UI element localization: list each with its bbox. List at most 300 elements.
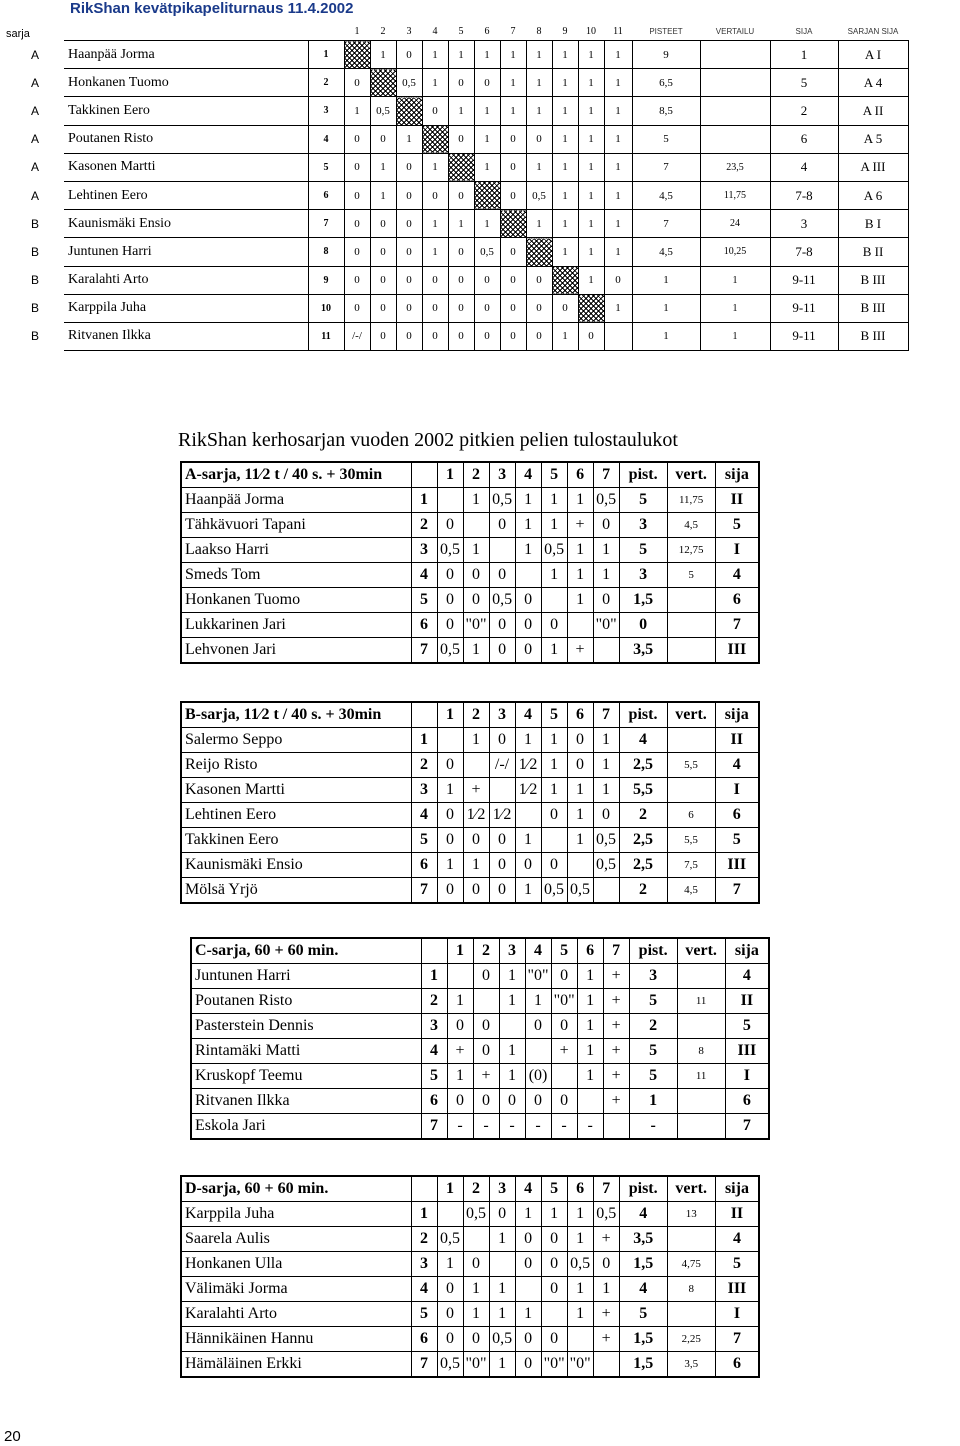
result-cell: 1 <box>567 1277 593 1302</box>
result-cell: 0 <box>541 613 567 638</box>
vertailu-cell: 1 <box>700 322 770 350</box>
vert-cell: 4,75 <box>667 1252 715 1277</box>
result-cell: 1 <box>578 41 604 69</box>
result-cell: 0 <box>463 1252 489 1277</box>
result-cell: 0 <box>370 210 396 238</box>
col-header: 1 <box>447 938 473 964</box>
player-name: Takkinen Eero <box>181 828 411 853</box>
result-cell: 1 <box>515 538 541 563</box>
player-number: 6 <box>411 613 437 638</box>
player-name: Karppila Juha <box>64 294 308 322</box>
round-header: 10 <box>586 25 596 37</box>
result-cell: + <box>593 1327 619 1352</box>
result-cell: 1 <box>604 294 632 322</box>
player-name: Honkanen Tuomo <box>181 588 411 613</box>
result-cell: 1 <box>552 125 578 153</box>
sarjan-sija-cell: A II <box>838 97 908 125</box>
result-cell: 1 <box>344 97 370 125</box>
col-header: 7 <box>593 462 619 488</box>
round-header: 7 <box>510 25 516 37</box>
result-cell: 0 <box>567 753 593 778</box>
result-cell <box>551 1064 577 1089</box>
sija-cell: 4 <box>715 1227 759 1252</box>
result-cell: 0 <box>489 878 515 904</box>
result-cell: + <box>603 1064 629 1089</box>
result-cell: 0 <box>437 1302 463 1327</box>
result-cell: 1 <box>448 210 474 238</box>
player-name: Lehtinen Eero <box>181 803 411 828</box>
result-cell: 0 <box>437 563 463 588</box>
player-name: Takkinen Eero <box>64 97 308 125</box>
result-cell: 0 <box>515 1327 541 1352</box>
pist-cell: 4 <box>619 1202 667 1227</box>
result-cell: 1 <box>526 69 552 97</box>
result-cell: 1 <box>567 778 593 803</box>
pist-cell: 5 <box>629 1064 677 1089</box>
result-cell: 0 <box>396 238 422 266</box>
result-cell: 0 <box>500 125 526 153</box>
player-name: Juntunen Harri <box>191 964 421 989</box>
sija-cell: 2 <box>770 97 838 125</box>
col-header: vert. <box>667 462 715 488</box>
result-cell: 1 <box>604 97 632 125</box>
result-cell: 0 <box>463 563 489 588</box>
result-cell: 1 <box>463 1277 489 1302</box>
series-table-a <box>180 461 760 664</box>
row-sarja: A <box>30 47 39 62</box>
result-cell: 0 <box>489 828 515 853</box>
result-cell: 1 <box>552 181 578 209</box>
result-cell: 1 <box>515 878 541 904</box>
sija-cell: 9-11 <box>770 294 838 322</box>
points-cell: 9 <box>632 41 700 69</box>
result-cell: 1 <box>499 989 525 1014</box>
sarjan-sija-cell: A 5 <box>838 125 908 153</box>
result-cell: 0 <box>370 266 396 294</box>
player-name: Poutanen Risto <box>191 989 421 1014</box>
result-cell: 1 <box>422 41 448 69</box>
col-header: 5 <box>541 1176 567 1202</box>
sarjan-sija-cell: A 4 <box>838 69 908 97</box>
result-cell: 0,5 <box>567 878 593 904</box>
result-cell: 0 <box>593 1252 619 1277</box>
result-cell: 0 <box>396 210 422 238</box>
result-cell: 1 <box>578 125 604 153</box>
result-cell: 0 <box>437 753 463 778</box>
table-row <box>181 1352 759 1378</box>
series-header: A-sarja, 11⁄2 t / 40 s. + 30min <box>181 462 411 488</box>
result-cell: 1 <box>447 1064 473 1089</box>
result-cell: 1 <box>604 238 632 266</box>
result-cell: 0 <box>370 294 396 322</box>
series-header: C-sarja, 60 + 60 min. <box>191 938 421 964</box>
sija-cell: 7-8 <box>770 181 838 209</box>
col-header: 4 <box>515 1176 541 1202</box>
sija-cell: 4 <box>770 153 838 181</box>
self-cell <box>344 41 370 69</box>
vert-cell: 5,5 <box>667 753 715 778</box>
result-cell: 1 <box>567 803 593 828</box>
result-cell: 1 <box>567 538 593 563</box>
result-cell: - <box>551 1114 577 1140</box>
player-number: 3 <box>411 538 437 563</box>
col-header: 4 <box>515 702 541 728</box>
col-header: 3 <box>499 938 525 964</box>
result-cell: 1 <box>370 153 396 181</box>
result-cell: 0 <box>593 588 619 613</box>
self-cell <box>370 69 396 97</box>
result-cell: 1 <box>552 69 578 97</box>
table-row <box>6 322 908 350</box>
result-cell: 0 <box>448 181 474 209</box>
points-cell: 1 <box>632 322 700 350</box>
points-cell: 5 <box>632 125 700 153</box>
result-cell <box>593 1352 619 1378</box>
table-row <box>6 125 908 153</box>
vert-cell <box>667 1227 715 1252</box>
result-cell: 1 <box>447 989 473 1014</box>
player-name: Pasterstein Dennis <box>191 1014 421 1039</box>
result-cell: 0 <box>515 613 541 638</box>
table-row <box>181 538 759 563</box>
result-cell <box>447 964 473 989</box>
self-cell <box>526 238 552 266</box>
pist-cell: 2,5 <box>619 853 667 878</box>
pist-cell: 2 <box>629 1014 677 1039</box>
result-cell: "0" <box>567 1352 593 1378</box>
player-number: 4 <box>411 563 437 588</box>
pist-cell: 3 <box>629 964 677 989</box>
header-spacer <box>421 938 447 964</box>
result-cell: 1 <box>437 1252 463 1277</box>
result-cell: 1 <box>499 1064 525 1089</box>
player-name: Haanpää Jorma <box>181 488 411 513</box>
result-cell: 1 <box>515 488 541 513</box>
result-cell: 1 <box>422 69 448 97</box>
result-cell: 0 <box>344 153 370 181</box>
result-cell: 1 <box>567 1302 593 1327</box>
points-cell: 1 <box>632 294 700 322</box>
spring-col-vertailu: VERTAILU <box>715 26 755 36</box>
col-header: vert. <box>667 702 715 728</box>
result-cell: 0 <box>500 322 526 350</box>
col-header: vert. <box>677 938 725 964</box>
pist-cell: 1,5 <box>619 1352 667 1378</box>
result-cell <box>577 1089 603 1114</box>
vert-cell <box>667 728 715 753</box>
player-name: Tähkävuori Tapani <box>181 513 411 538</box>
result-cell: 1 <box>577 964 603 989</box>
result-cell: 1 <box>577 1014 603 1039</box>
result-cell: - <box>577 1114 603 1140</box>
sija-cell: 5 <box>715 828 759 853</box>
col-header: 2 <box>463 1176 489 1202</box>
result-cell: 0 <box>515 1252 541 1277</box>
round-header: 11 <box>613 25 623 37</box>
col-header: pist. <box>619 462 667 488</box>
player-number: 10 <box>308 294 344 322</box>
result-cell: 0 <box>551 964 577 989</box>
result-cell: 0 <box>422 294 448 322</box>
series-header: B-sarja, 11⁄2 t / 40 s. + 30min <box>181 702 411 728</box>
pist-cell: 1,5 <box>619 1252 667 1277</box>
result-cell: 1 <box>552 210 578 238</box>
table-row <box>6 153 908 181</box>
sija-cell: 5 <box>770 69 838 97</box>
result-cell: 1 <box>489 1277 515 1302</box>
player-number: 2 <box>411 513 437 538</box>
player-name: Poutanen Risto <box>64 125 308 153</box>
result-cell: "0" <box>525 964 551 989</box>
col-header: 7 <box>593 702 619 728</box>
result-cell: 0 <box>526 125 552 153</box>
table-row <box>6 181 908 209</box>
player-number: 5 <box>308 153 344 181</box>
result-cell: 1 <box>552 97 578 125</box>
player-name: Saarela Aulis <box>181 1227 411 1252</box>
player-number: 4 <box>411 803 437 828</box>
empty-cell <box>604 322 632 350</box>
result-cell: 1 <box>604 69 632 97</box>
result-cell: 1 <box>463 488 489 513</box>
series-header-row <box>191 938 769 964</box>
series-header-row <box>181 1176 759 1202</box>
result-cell: 0 <box>474 322 500 350</box>
result-cell: 0 <box>463 828 489 853</box>
player-number: 6 <box>411 853 437 878</box>
round-header: 6 <box>484 25 490 37</box>
result-cell: 1 <box>437 778 463 803</box>
result-cell: 0,5 <box>437 638 463 664</box>
vert-cell <box>677 964 725 989</box>
player-name: Salermo Seppo <box>181 728 411 753</box>
result-cell: 1 <box>515 828 541 853</box>
result-cell: 0 <box>396 322 422 350</box>
vert-cell: 7,5 <box>667 853 715 878</box>
table-row <box>181 1202 759 1227</box>
player-name: Karalahti Arto <box>181 1302 411 1327</box>
vert-cell: 6 <box>667 803 715 828</box>
result-cell: 0 <box>500 294 526 322</box>
sija-cell: II <box>715 488 759 513</box>
result-cell: 0 <box>473 1014 499 1039</box>
result-cell: 0 <box>526 322 552 350</box>
result-cell: 0 <box>344 238 370 266</box>
spring-col-sarjan-sija: SARJAN SIJA <box>847 26 899 36</box>
player-number: 2 <box>308 69 344 97</box>
col-header: 6 <box>567 702 593 728</box>
player-number: 6 <box>308 181 344 209</box>
result-cell: 1 <box>567 1202 593 1227</box>
vert-cell: 11 <box>677 989 725 1014</box>
vert-cell: 4,5 <box>667 878 715 904</box>
player-number: 6 <box>411 1327 437 1352</box>
vert-cell: 3,5 <box>667 1352 715 1378</box>
player-name: Hämäläinen Erkki <box>181 1352 411 1378</box>
table-row <box>6 210 908 238</box>
table-row <box>181 613 759 638</box>
result-cell: 0,5 <box>437 538 463 563</box>
col-header: 3 <box>489 462 515 488</box>
result-cell: 1 <box>552 238 578 266</box>
result-cell: 0 <box>437 828 463 853</box>
result-cell: 1 <box>593 1277 619 1302</box>
vert-cell: 5 <box>667 563 715 588</box>
result-cell: 0 <box>500 181 526 209</box>
result-cell: 0 <box>541 803 567 828</box>
vert-cell <box>677 1014 725 1039</box>
points-cell: 6,5 <box>632 69 700 97</box>
player-name: Smeds Tom <box>181 563 411 588</box>
result-cell: 0 <box>448 322 474 350</box>
result-cell <box>515 803 541 828</box>
result-cell: 0 <box>448 125 474 153</box>
row-sarja: A <box>30 160 39 175</box>
table-row <box>191 1014 769 1039</box>
result-cell: 1 <box>370 181 396 209</box>
result-cell: 1 <box>552 153 578 181</box>
result-cell: 0 <box>447 1089 473 1114</box>
player-number: 3 <box>411 778 437 803</box>
result-cell: "0" <box>463 1352 489 1378</box>
vertailu-cell: 10,25 <box>700 238 770 266</box>
sija-cell: 9-11 <box>770 266 838 294</box>
result-cell: 0 <box>525 1014 551 1039</box>
pist-cell: 5 <box>619 1302 667 1327</box>
table-row <box>181 803 759 828</box>
result-cell: 1 <box>448 97 474 125</box>
result-cell: 0,5 <box>541 538 567 563</box>
result-cell: 0,5 <box>593 853 619 878</box>
result-cell: 0,5 <box>437 1352 463 1378</box>
table-row <box>181 778 759 803</box>
player-name: Välimäki Jorma <box>181 1277 411 1302</box>
player-number: 7 <box>411 638 437 664</box>
player-name: Kasonen Martti <box>181 778 411 803</box>
result-cell: 0 <box>489 1202 515 1227</box>
result-cell: 1 <box>526 41 552 69</box>
pist-cell: 1 <box>629 1089 677 1114</box>
table-row <box>191 1064 769 1089</box>
result-cell: 0 <box>525 1089 551 1114</box>
player-name: Honkanen Tuomo <box>64 69 308 97</box>
result-cell: 0,5 <box>437 1227 463 1252</box>
row-sarja: B <box>30 273 39 288</box>
result-cell: 0 <box>422 181 448 209</box>
result-cell: 1 <box>515 513 541 538</box>
player-number: 4 <box>411 1277 437 1302</box>
vert-cell: 11,75 <box>667 488 715 513</box>
player-number: 2 <box>411 753 437 778</box>
result-cell <box>463 513 489 538</box>
result-cell: 0 <box>448 69 474 97</box>
result-cell: 0 <box>463 588 489 613</box>
player-number: 5 <box>411 588 437 613</box>
pist-cell: 1,5 <box>619 588 667 613</box>
result-cell: 0 <box>526 294 552 322</box>
vert-cell: 13 <box>667 1202 715 1227</box>
vert-cell <box>667 778 715 803</box>
result-cell: 0 <box>489 853 515 878</box>
player-number: 2 <box>421 989 447 1014</box>
vert-cell <box>667 1302 715 1327</box>
pist-cell: 5 <box>629 989 677 1014</box>
table-row <box>181 1302 759 1327</box>
result-cell <box>567 853 593 878</box>
result-cell: + <box>603 964 629 989</box>
result-cell: /-/ <box>489 753 515 778</box>
result-cell: 0 <box>474 69 500 97</box>
result-cell: 0 <box>500 266 526 294</box>
result-cell: 1 <box>499 964 525 989</box>
player-number: 3 <box>308 97 344 125</box>
table-row <box>181 878 759 904</box>
result-cell: 0 <box>499 1089 525 1114</box>
sija-cell: I <box>715 1302 759 1327</box>
player-name: Honkanen Ulla <box>181 1252 411 1277</box>
result-cell: 0 <box>551 1089 577 1114</box>
result-cell: 1 <box>526 153 552 181</box>
header-spacer <box>411 462 437 488</box>
result-cell: 0 <box>437 803 463 828</box>
result-cell: 1 <box>474 153 500 181</box>
table-row <box>181 1252 759 1277</box>
result-cell: 1 <box>577 1064 603 1089</box>
spring-col-sija: SIJA <box>795 26 813 36</box>
player-name: Lehtinen Eero <box>64 181 308 209</box>
result-cell: 0 <box>552 294 578 322</box>
result-cell: 0,5 <box>489 588 515 613</box>
self-cell <box>448 153 474 181</box>
table-row <box>181 1277 759 1302</box>
self-cell <box>578 294 604 322</box>
result-cell: 1 <box>541 1202 567 1227</box>
result-cell: + <box>567 513 593 538</box>
result-cell: 0,5 <box>526 181 552 209</box>
player-number: 8 <box>308 238 344 266</box>
spring-title: RikShan kevätpikapeliturnaus 11.4.2002 <box>70 0 354 17</box>
sija-cell: 6 <box>715 803 759 828</box>
col-header: 1 <box>437 702 463 728</box>
player-number: 3 <box>411 1252 437 1277</box>
vert-cell <box>667 638 715 664</box>
table-row <box>181 753 759 778</box>
result-cell: 1 <box>489 1227 515 1252</box>
result-cell: 0 <box>422 322 448 350</box>
vertailu-cell: 1 <box>700 266 770 294</box>
result-cell: 0 <box>578 322 604 350</box>
player-number: 5 <box>411 828 437 853</box>
sarja-label: sarja <box>6 28 30 40</box>
row-sarja: B <box>30 244 39 259</box>
table-row <box>181 588 759 613</box>
result-cell: 0,5 <box>396 69 422 97</box>
sija-cell: 9-11 <box>770 322 838 350</box>
vert-cell <box>677 1114 725 1140</box>
result-cell: 0 <box>396 153 422 181</box>
col-header: 5 <box>551 938 577 964</box>
vertailu-cell: 24 <box>700 210 770 238</box>
sija-cell: III <box>715 853 759 878</box>
result-cell: (0) <box>525 1064 551 1089</box>
table-row <box>6 41 908 69</box>
result-cell: 1 <box>578 266 604 294</box>
result-cell: 1 <box>500 69 526 97</box>
table-row <box>181 513 759 538</box>
player-name: Ritvanen Ilkka <box>64 322 308 350</box>
result-cell: 1 <box>526 97 552 125</box>
pist-cell: 2 <box>619 803 667 828</box>
